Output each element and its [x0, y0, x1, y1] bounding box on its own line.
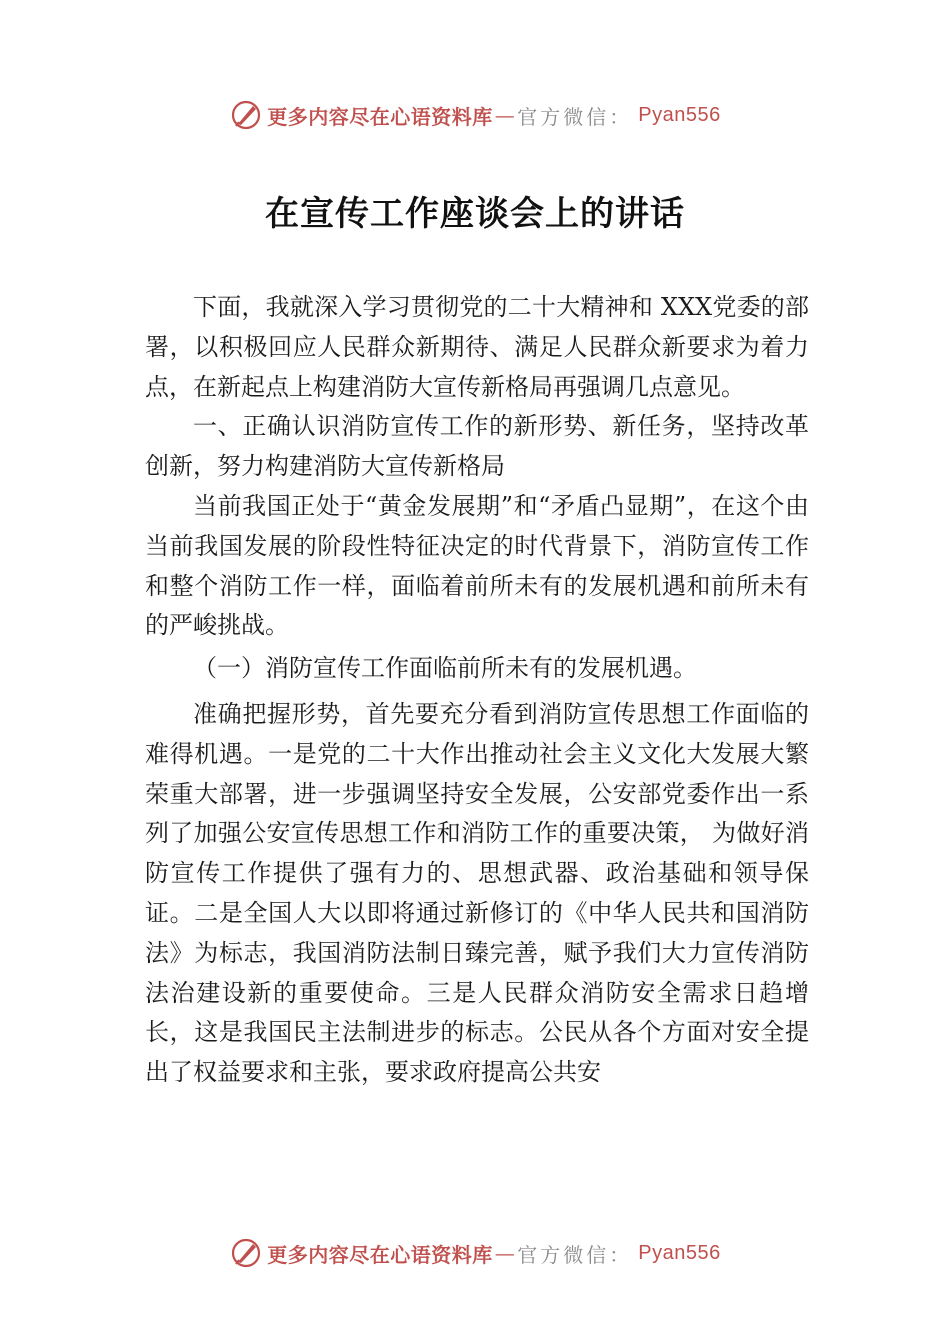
paragraph-opportunities: 准确把握形势，首先要充分看到消防宣传思想工作面临的难得机遇。一是党的二十大作出推动社会主义文化大发展大繁荣重大部署，进一步强调坚持安全发展，公安部党委作出一系列了加强公安宣传思想工作和消防工作的重要决策， 为做好消防宣传工作提供了强有力的、思想武器、政治基础和领导保证。二是全国人大以即将通过新修订的《中华人民共和国消防法》为标志，我国消防法制日臻完善，赋予我们大力宣传消防法治建设新的重要使命。三是人民群众消防安全需求日趋增长，这是我国民主法制进步的标志。公民从各个方面对安全提出了权益要求和主张，要求政府提高公共安: [145, 699, 809, 1087]
quill-logo-icon: [229, 98, 263, 132]
subsection-heading-1: （一）消防宣传工作面临前所未有的发展机遇。: [193, 654, 697, 683]
watermark-brand: 更多内容尽在心语资料库: [267, 1242, 493, 1267]
watermark-label: 官方微信：: [517, 104, 633, 129]
section-heading-1: 一、正确认识消防宣传工作的新形势、新任务，坚持改革创新，努力构建消防大宣传新格局: [145, 412, 809, 481]
paragraph-intro: 下面，我就深入学习贯彻党的二十大精神和 XXX党委的部署，以积极回应人民群众新期待、满足人民群众新要求为着力点，在新起点上构建消防大宣传新格局再强调几点意见。: [145, 293, 809, 401]
document-title: 在宣传工作座谈会上的讲话: [265, 194, 685, 234]
watermark-footer: [0, 1233, 950, 1273]
watermark-brand: 更多内容尽在心语资料库: [267, 104, 493, 129]
document-body: [145, 288, 809, 1093]
watermark-dash: —: [494, 1241, 516, 1265]
watermark-id: Pyan556: [638, 103, 721, 126]
watermark-dash: —: [494, 103, 516, 127]
watermark-id: Pyan556: [638, 1241, 721, 1264]
paragraph-situation: 当前我国正处于“黄金发展期”和“矛盾凸显期”，在这个由当前我国发展的阶段性特征决定的时代背景下，消防宣传工作和整个消防工作一样，面临着前所未有的发展机遇和前所未有的严峻挑战。: [145, 491, 809, 640]
quill-logo-icon: [229, 1236, 263, 1270]
watermark-label: 官方微信：: [517, 1242, 633, 1267]
watermark-header: [0, 95, 950, 135]
